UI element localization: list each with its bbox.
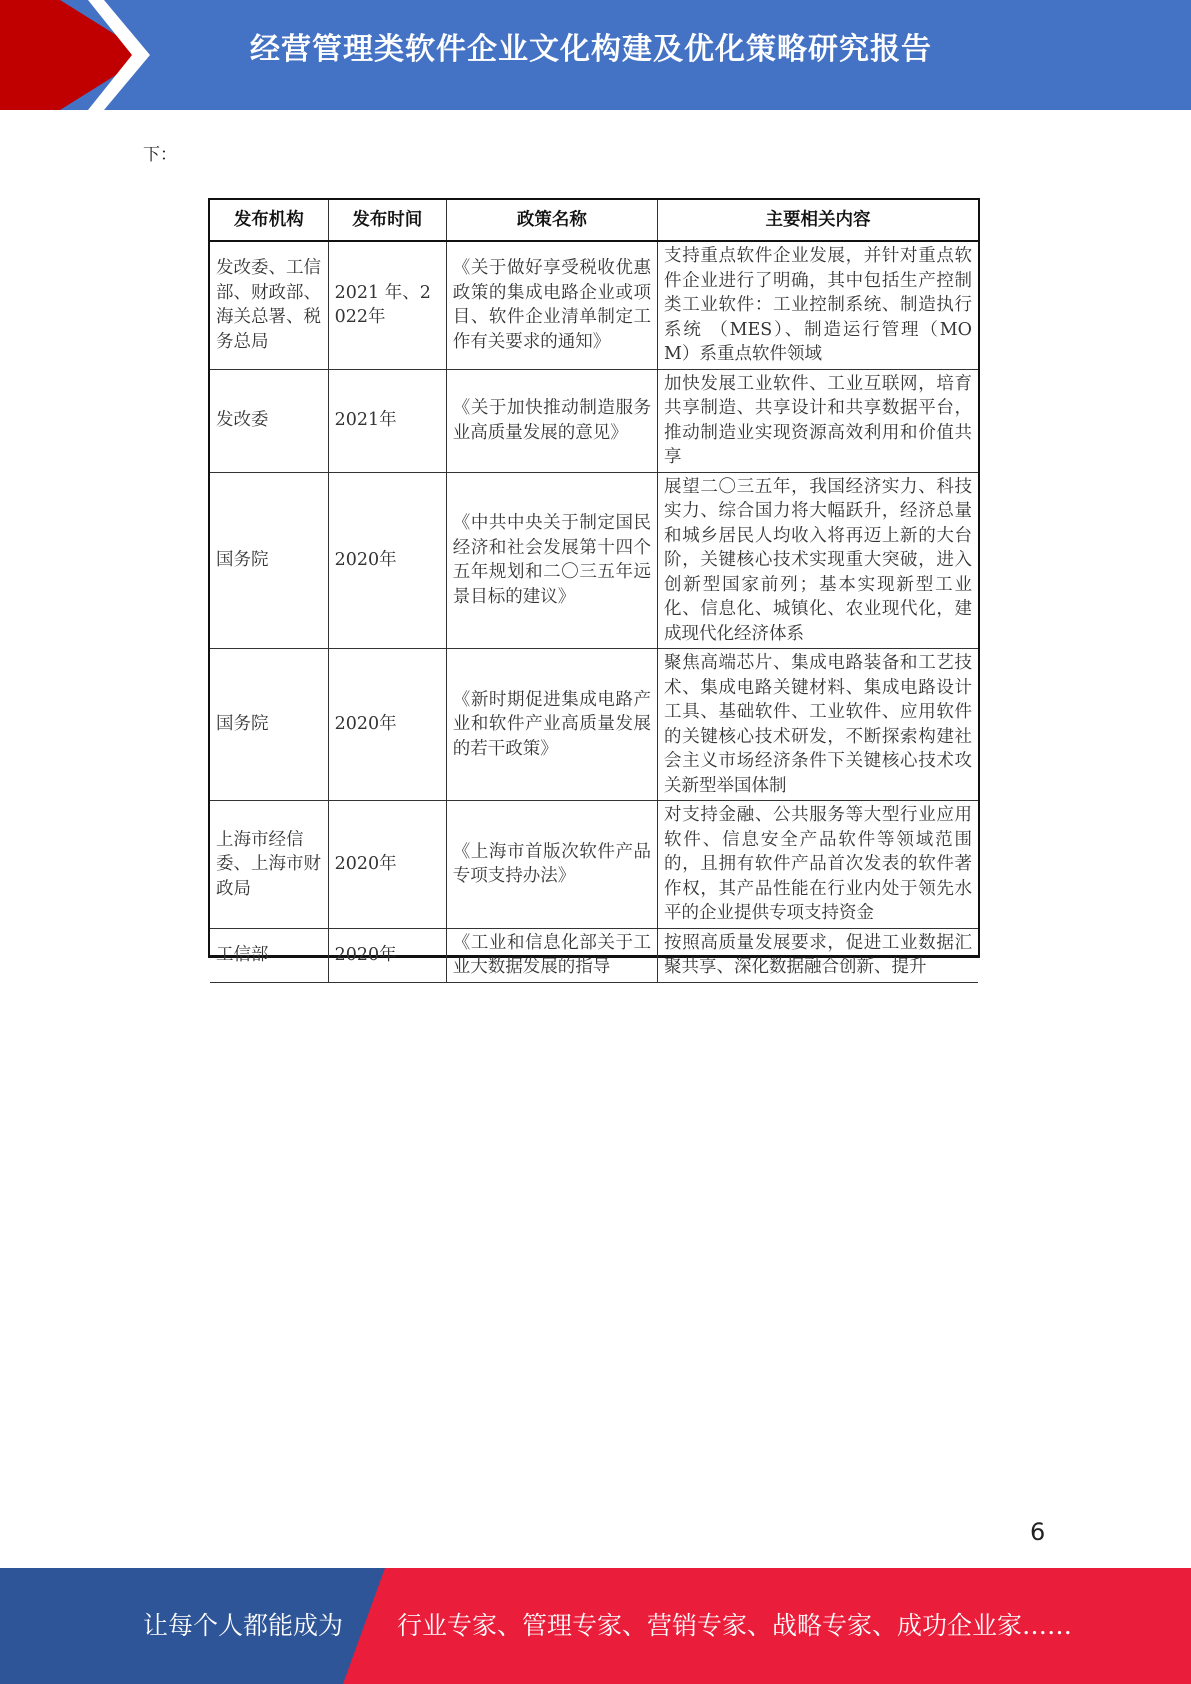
page-header [0,0,1191,110]
header-policy: 政策名称 [446,200,657,241]
header-content: 主要相关内容 [658,200,978,241]
table-row [210,369,978,472]
cell-content: 按照高质量发展要求，促进工业数据汇聚共享、深化数据融合创新、提升 [658,928,978,982]
cell-policy: 《上海市首版次软件产品专项支持办法》 [446,801,657,929]
table-row [210,801,978,929]
cell-policy: 《中共中央关于制定国民经济和社会发展第十四个五年规划和二〇三五年远景目标的建议》 [446,472,657,649]
cell-policy: 《新时期促进集成电路产业和软件产业高质量发展的若干政策》 [446,649,657,801]
cell-content: 聚焦高端芯片、集成电路装备和工艺技术、集成电路关键材料、集成电路设计工具、基础软件、工业软件、应用软件的关键核心技术研发，不断探索构建社会主义市场经济条件下关键核心技术攻关新型举国体制 [658,649,978,801]
cell-time: 2021年 [328,369,446,472]
cell-org: 国务院 [210,472,328,649]
cell-time: 2020年 [328,928,446,982]
table-header-row [210,200,978,241]
cell-content: 对支持金融、公共服务等大型行业应用软件、信息安全产品软件等领域范围的，且拥有软件产品首次发表的软件著作权，其产品性能在行业内处于领先水平的企业提供专项支持资金 [658,801,978,929]
footer-slogan-right: 行业专家、管理专家、营销专家、战略专家、成功企业家…… [397,1611,1073,1640]
table-row [210,241,978,369]
cell-org: 发改委、工信部、财政部、海关总署、税务总局 [210,241,328,369]
header-org: 发布机构 [210,200,328,241]
table-row [210,472,978,649]
policy-table-container [208,198,980,977]
cell-content: 展望二〇三五年，我国经济实力、科技实力、综合国力将大幅跃升，经济总量和城乡居民人均收入将再迈上新的大台阶，关键核心技术实现重大突破，进入创新型国家前列；基本实现新型工业化、信息化、城镇化、农业现代化，建成现代化经济体系 [658,472,978,649]
table-row [210,928,978,982]
cell-org: 上海市经信委、上海市财政局 [210,801,328,929]
intro-text: 下： [143,145,177,165]
table-row [210,649,978,801]
header-title: 经营管理类软件企业文化构建及优化策略研究报告 [250,32,932,67]
cell-org: 发改委 [210,369,328,472]
cell-org: 国务院 [210,649,328,801]
header-red-arrow [0,0,148,110]
cell-org: 工信部 [210,928,328,982]
header-time: 发布时间 [328,200,446,241]
cell-policy: 《工业和信息化部关于工业大数据发展的指导 [446,928,657,982]
cell-time: 2020年 [328,472,446,649]
cell-content: 加快发展工业软件、工业互联网，培育共享制造、共享设计和共享数据平台，推动制造业实现资源高效利用和价值共享 [658,369,978,472]
cell-time: 2020年 [328,649,446,801]
cell-content: 支持重点软件企业发展，并针对重点软件企业进行了明确，其中包括生产控制类工业软件：工业控制系统、制造执行系统 （MES）、制造运行管理（MOM）系重点软件领域 [658,241,978,369]
cell-time: 2020年 [328,801,446,929]
cell-policy: 《关于做好享受税收优惠政策的集成电路企业或项目、软件企业清单制定工作有关要求的通知》 [446,241,657,369]
cell-policy: 《关于加快推动制造服务业高质量发展的意见》 [446,369,657,472]
page-footer [0,1568,1191,1684]
footer-slogan-left: 让每个人都能成为 [143,1611,344,1640]
page-number: 6 [1030,1518,1046,1546]
policy-table [210,200,978,983]
cell-time: 2021 年、2022年 [328,241,446,369]
